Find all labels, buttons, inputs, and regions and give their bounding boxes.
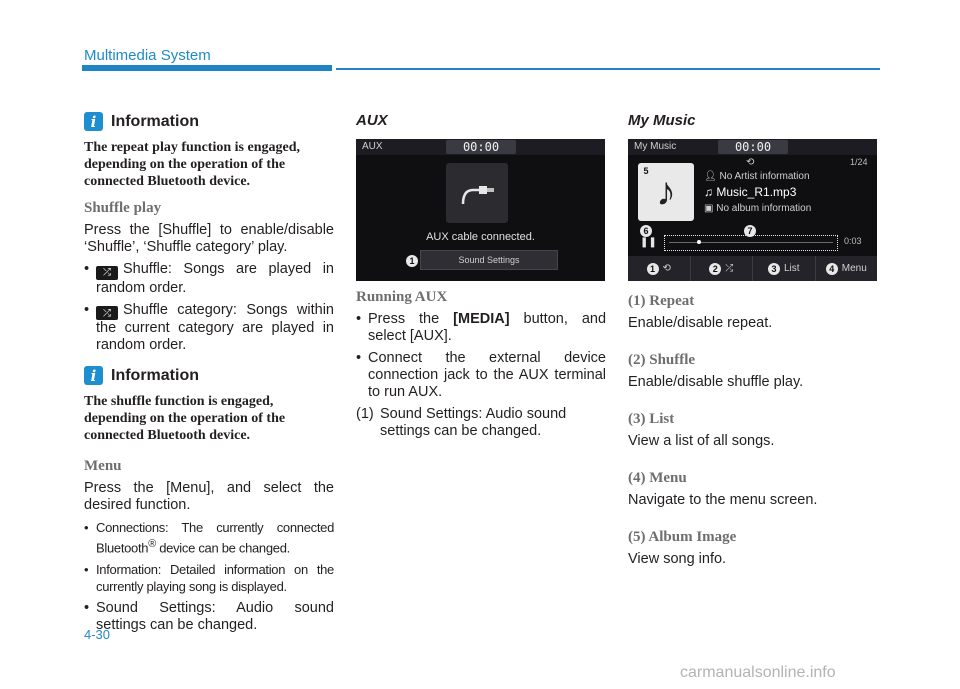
repeat-status-icon: ⟲ <box>746 157 755 168</box>
repeat-text: Enable/disable repeat. <box>628 315 773 331</box>
header-rule <box>336 68 880 70</box>
shuffle-heading: (2) Shuffle <box>628 352 696 368</box>
shuffle-text: Press the [Shuffle] to enable/disable ‘Shuffle’, ‘Shuffle category’ play. <box>84 222 334 255</box>
aux-heading: AUX <box>356 112 388 129</box>
info-heading: i Information <box>84 112 334 131</box>
info-text: The shuffle function is engaged, depending on the operation of the connected Bluetooth device. <box>84 394 286 443</box>
screen-label: My Music <box>634 141 677 152</box>
list-item: • Press the [MEDIA] button, and select [AUX]. <box>356 311 607 344</box>
menu-text: Press the [Menu], and select the desired function. <box>84 480 334 513</box>
list-button[interactable]: 3 List <box>753 256 816 281</box>
info-heading: i Information <box>84 366 334 385</box>
section-title: Multimedia System <box>84 47 211 64</box>
list-item: • Information: Detailed information on the currently playing song is displayed. <box>84 562 334 595</box>
menu-heading: (4) Menu <box>628 470 687 486</box>
progress-bar[interactable] <box>664 235 838 251</box>
person-icon: 👤︎ <box>704 171 720 182</box>
sound-settings-button[interactable]: Sound Settings <box>420 250 558 270</box>
artist-info: 👤︎ No Artist information <box>704 171 810 182</box>
my-music-screen <box>628 139 877 281</box>
list-item: • ⤮ Shuffle category: Songs within the current category are played in random order. <box>84 301 334 353</box>
info-icon: i <box>84 366 103 385</box>
shuffle-icon: ⤮ <box>725 263 734 274</box>
repeat-icon: ⟲ <box>662 263 671 274</box>
section-list <box>628 293 878 568</box>
pause-icon[interactable]: ❚❚ <box>640 237 657 248</box>
music-note-icon: ♪ <box>656 169 676 214</box>
screen-label: AUX <box>362 141 383 152</box>
clock: 00:00 <box>446 140 516 154</box>
aux-screen <box>356 139 605 281</box>
watermark: carmanualsonline.info <box>680 664 836 681</box>
note-icon: ♫ <box>704 185 717 199</box>
shuffle-heading: Shuffle play <box>84 200 162 216</box>
list-item: • Connect the external device connection jack to the AUX terminal to run AUX. <box>356 350 606 400</box>
my-music-heading: My Music <box>628 112 696 129</box>
elapsed-time: 0:03 <box>844 236 862 246</box>
middle-column <box>356 112 606 445</box>
track-count: 1/24 <box>850 157 868 167</box>
clock: 00:00 <box>718 140 788 154</box>
album-info: ▣ No album information <box>704 203 812 214</box>
page-number: 4-30 <box>84 627 111 642</box>
shuffle-category-icon: ⤮ <box>96 306 118 320</box>
progress-knob[interactable] <box>697 240 701 244</box>
album-icon: ▣ <box>704 203 717 214</box>
shuffle-icon: ⤮ <box>96 266 118 280</box>
song-title: ♫ Music_R1.mp3 <box>704 185 797 199</box>
shuffle-text: Enable/disable shuffle play. <box>628 374 804 390</box>
marker-1: 1 <box>406 255 418 267</box>
repeat-heading: (1) Repeat <box>628 293 695 309</box>
right-column <box>628 112 878 573</box>
left-column <box>84 112 334 639</box>
button-bar <box>628 256 877 281</box>
marker-7: 7 <box>744 225 756 237</box>
marker-6: 6 <box>640 225 652 237</box>
aux-status: AUX cable connected. <box>426 231 535 243</box>
list-heading: (3) List <box>628 411 675 427</box>
marker-5: 5 <box>640 165 652 177</box>
repeat-button[interactable]: 1 ⟲ <box>628 256 691 281</box>
aux-cable-icon <box>446 163 508 223</box>
list-item: • Connections: The currently connected Bluetooth® device can be changed. <box>84 520 334 556</box>
info-text: The repeat play function is engaged, depending on the operation of the connected Bluetooth device. <box>84 140 300 189</box>
list-item: (1) Sound Settings: Audio sound settings can be changed. <box>356 406 567 439</box>
header-bar <box>82 65 332 71</box>
menu-button[interactable]: 4 Menu <box>816 256 878 281</box>
menu-text: Navigate to the menu screen. <box>628 492 818 508</box>
list-item: • ⤮ Shuffle: Songs are played in random order. <box>84 261 334 296</box>
menu-heading: Menu <box>84 458 122 474</box>
list-item: • Sound Settings: Audio sound settings can be changed. <box>84 600 334 634</box>
album-image-heading: (5) Album Image <box>628 529 737 545</box>
info-icon: i <box>84 112 103 131</box>
list-text: View a list of all songs. <box>628 433 775 449</box>
album-image-text: View song info. <box>628 551 727 567</box>
running-aux-heading: Running AUX <box>356 289 448 305</box>
shuffle-button[interactable]: 2 ⤮ <box>691 256 754 281</box>
